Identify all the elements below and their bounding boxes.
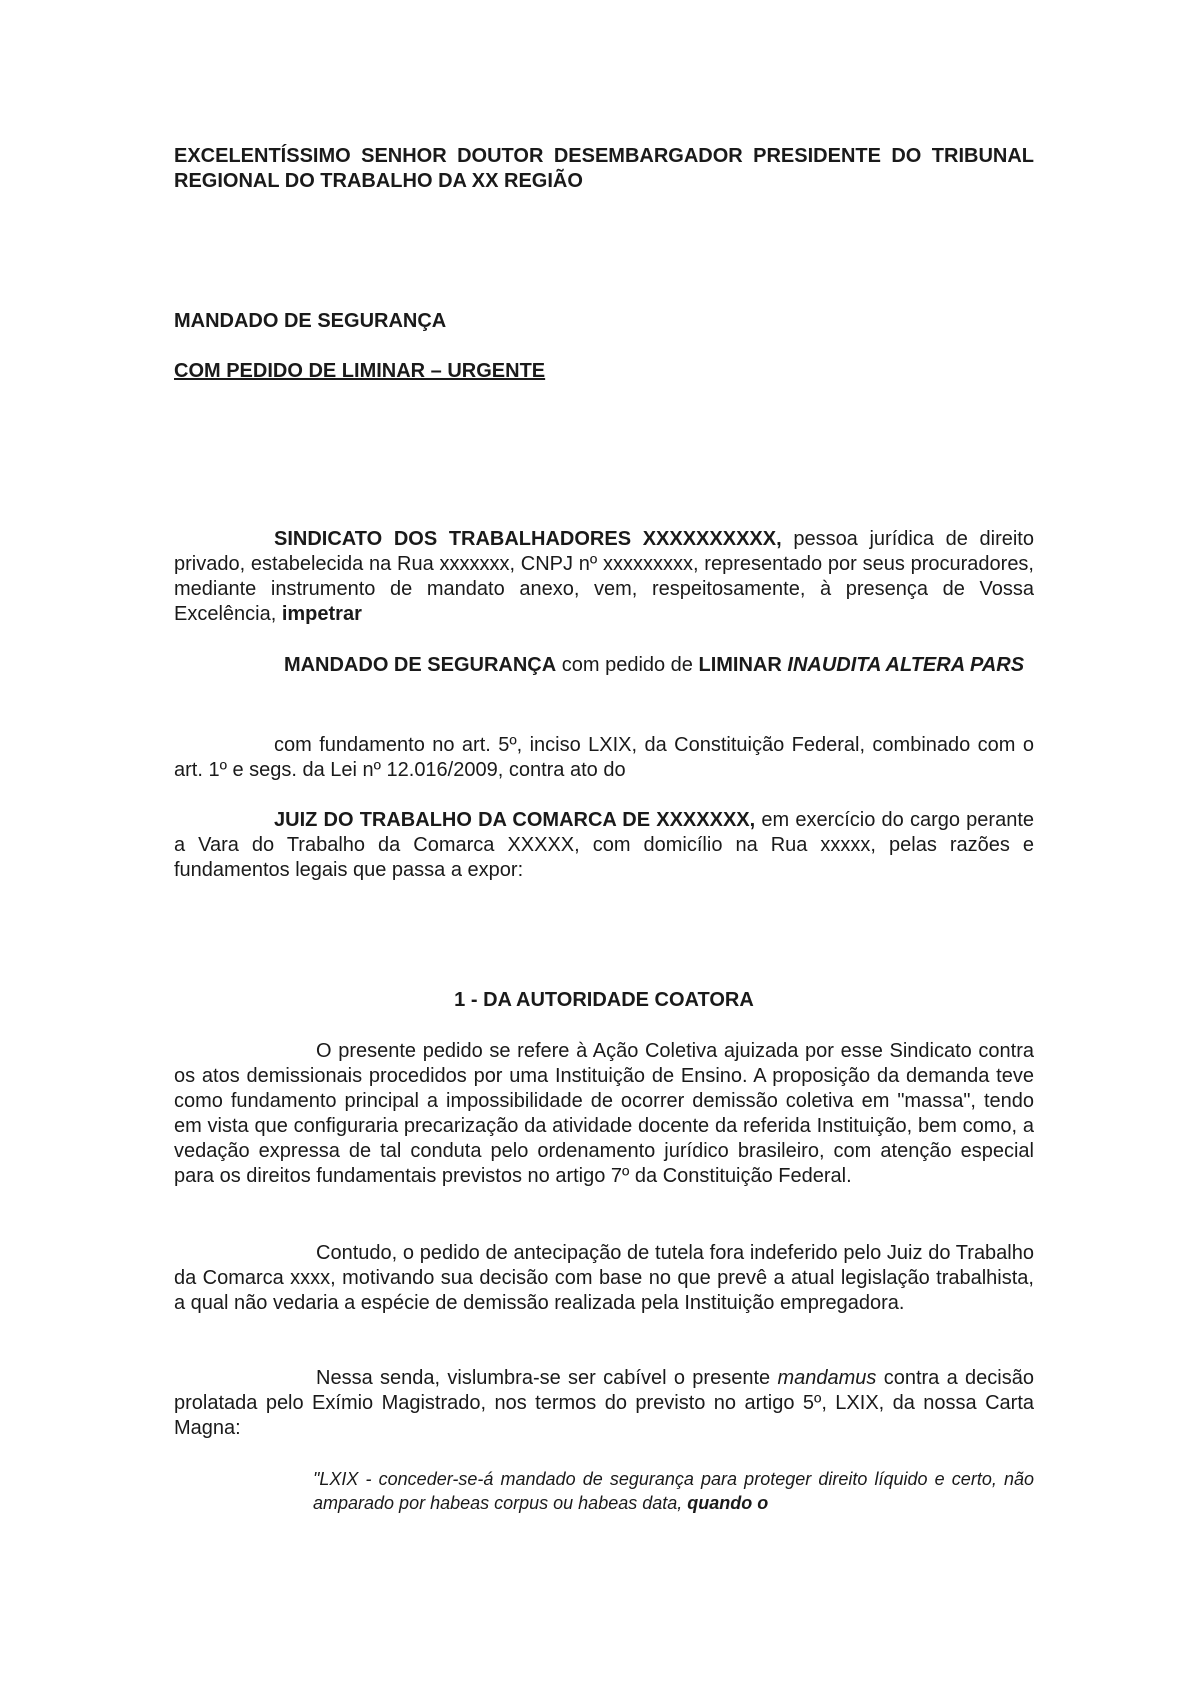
fundamento-paragraph: com fundamento no art. 5º, inciso LXIX, da Constituição Federal, combinado com o art. 1º e segs. da Lei nº 12.016/2009, contra ato do — [174, 734, 1034, 781]
authority-text: em exercício do cargo perante a Vara do Trabalho da Comarca XXXXX, com domicílio na Rua xxxxx, pelas razões e fundamentos legais que passa a expor: — [174, 809, 1035, 881]
p3-mandamus: mandamus — [777, 1367, 877, 1389]
party-name: SINDICATO DOS TRABALHADORES XXXXXXXXXX, — [274, 528, 782, 550]
action-mid: com pedido de — [556, 654, 699, 676]
intro-paragraph — [174, 527, 1034, 627]
authority-name: JUIZ DO TRABALHO DA COMARCA DE XXXXXXX, — [274, 809, 756, 831]
addressee: EXCELENTÍSSIMO SENHOR DOUTOR DESEMBARGADOR PRESIDENTE DO TRIBUNAL REGIONAL DO TRABALHO DA XX REGIÃO — [174, 145, 1034, 192]
document-subtitle: COM PEDIDO DE LIMINAR – URGENTE — [174, 360, 546, 382]
quote-text: "LXIX - conceder-se-á mandado de segurança para proteger direito líquido e certo, não amparado por habeas corpus ou habeas data, — [313, 1469, 1034, 1513]
authority-paragraph — [174, 808, 1034, 883]
intro-text: pessoa jurídica de direito privado, estabelecida na Rua xxxxxxx, CNPJ nº xxxxxxxxx, representado por seus procuradores, mediante instrumento de mandato anexo, vem, respeitosamente, à presença de Vossa Excelência, — [174, 528, 1034, 625]
section-paragraph-2: Contudo, o pedido de antecipação de tutela fora indeferido pelo Juiz do Trabalho da Comarca xxxx, motivando sua decisão com base no que prevê a atual legislação trabalhista, a qual não vedaria a espécie de demissão realizada pela Instituição empregadora. — [174, 1242, 1034, 1314]
action-inaudita: INAUDITA ALTERA PARS — [787, 654, 1025, 676]
document-title: MANDADO DE SEGURANÇA — [174, 310, 447, 332]
section-title: 1 - DA AUTORIDADE COATORA — [454, 989, 754, 1011]
intro-verb: impetrar — [281, 603, 362, 625]
action-title — [174, 653, 1034, 678]
p3-text-a: Nessa senda, vislumbra-se ser cabível o presente — [316, 1367, 778, 1389]
section-paragraph-3 — [174, 1366, 1034, 1441]
action-liminar: LIMINAR — [698, 654, 788, 676]
constitution-quote — [313, 1467, 1034, 1515]
quote-bold: quando o — [687, 1493, 769, 1513]
action-ms: MANDADO DE SEGURANÇA — [283, 654, 557, 676]
p3-text-c: contra a decisão prolatada pelo Exímio Magistrado, nos termos do previsto no artigo 5º, LXIX, da nossa Carta Magna: — [174, 1367, 1034, 1439]
section-paragraph-1: O presente pedido se refere à Ação Coletiva ajuizada por esse Sindicato contra os atos demissionais procedidos por uma Instituição de Ensino. A proposição da demanda teve como fundamento principal a impossibilidade de ocorrer demissão coletiva em "massa", tendo em vista que configuraria precarização da atividade docente da referida Instituição, bem como, a vedação expressa de tal conduta pelo ordenamento jurídico brasileiro, com atenção especial para os direitos fundamentais previstos no artigo 7º da Constituição Federal. — [174, 1040, 1034, 1187]
